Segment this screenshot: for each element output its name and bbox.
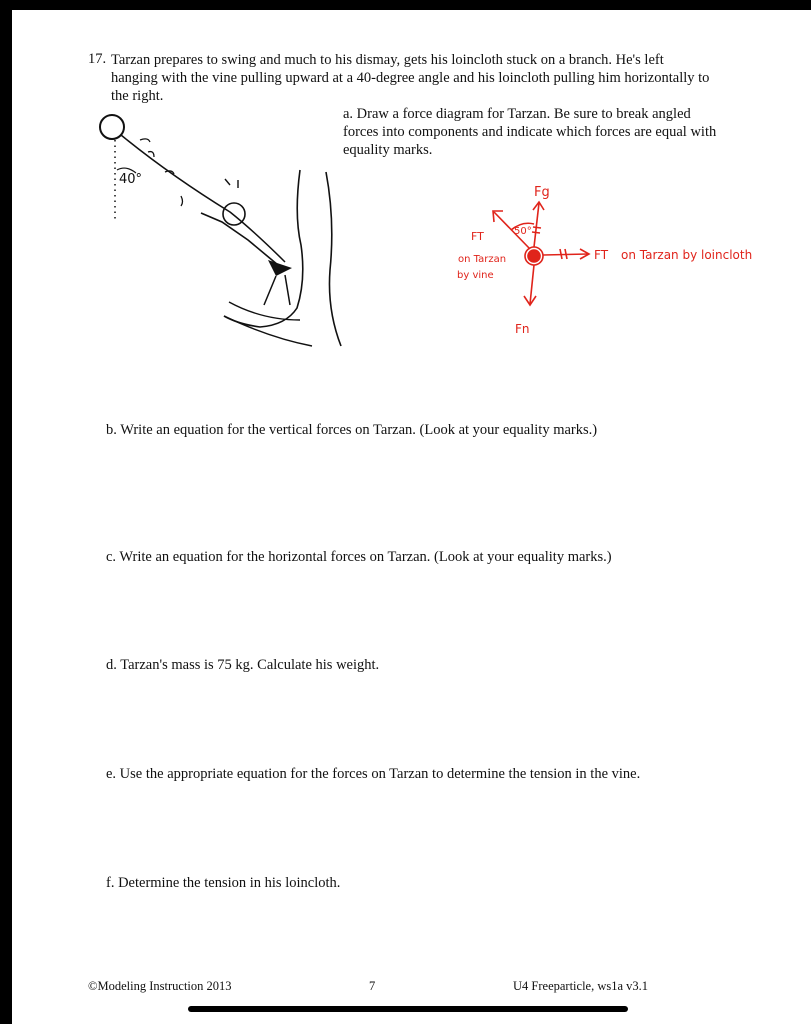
loincloth-force-symbol: FT <box>594 248 609 262</box>
part-d-prompt: d. Tarzan's mass is 75 kg. Calculate his weight. <box>106 657 380 673</box>
home-indicator[interactable] <box>188 1006 628 1012</box>
part-e-prompt: e. Use the appropriate equation for the forces on Tarzan to determine the tension in the vine. <box>106 766 641 782</box>
part-c-prompt: c. Write an equation for the horizontal forces on Tarzan. (Look at your equality marks.) <box>106 549 612 565</box>
angle-label-40: 40° <box>119 172 143 187</box>
angle-50-label: 50° <box>514 226 532 237</box>
loincloth-force-text: on Tarzan by loincloth <box>621 248 753 262</box>
question-number: 17. <box>88 51 107 67</box>
part-f-prompt: f. Determine the tension in his loincloth. <box>106 875 341 891</box>
normal-force-label: Fn <box>515 322 530 336</box>
footer-document-id: U4 Freeparticle, ws1a v3.1 <box>513 979 649 993</box>
footer-copyright: ©Modeling Instruction 2013 <box>88 979 232 993</box>
fg-label: Fg <box>534 185 550 200</box>
question-text: Tarzan prepares to swing and much to his dismay, gets his loincloth stuck on a branch. He's left hanging with the vine pulling upward at a 40-degree angle and his loincloth pulling him horizontally to the right. <box>111 52 710 104</box>
vine-force-label-line2: on Tarzan <box>458 254 507 265</box>
vine-force-label-line3: by vine <box>457 270 494 281</box>
vine-force-label-line1: FT <box>471 230 484 243</box>
part-b-prompt: b. Write an equation for the vertical forces on Tarzan. (Look at your equality marks.) <box>106 422 598 438</box>
part-a-prompt: a. Draw a force diagram for Tarzan. Be sure to break angled forces into components and indicate which forces are equal with equality marks. <box>343 106 717 158</box>
footer-page-number: 7 <box>369 979 376 993</box>
